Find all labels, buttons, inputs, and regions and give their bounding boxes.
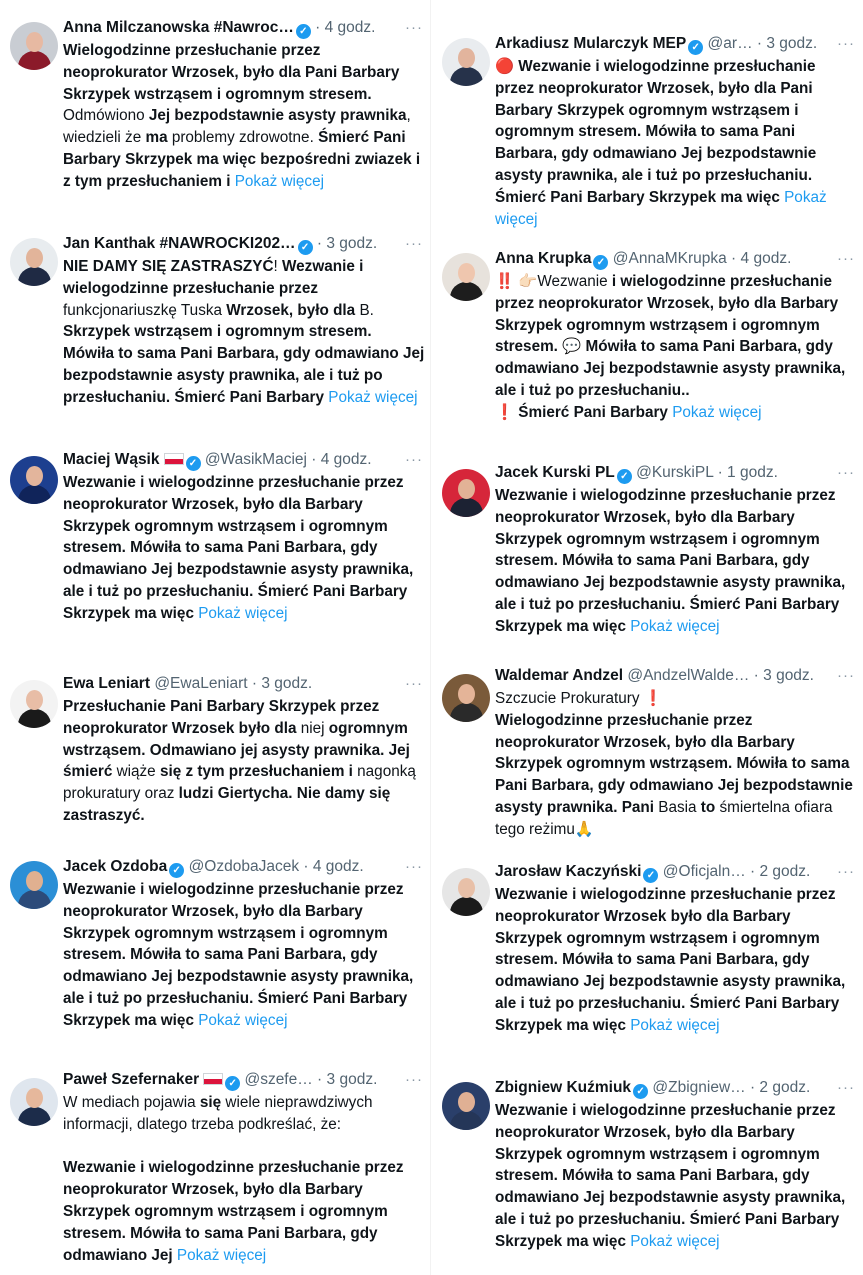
tweet-header (495, 461, 857, 485)
tweet-text (495, 884, 857, 1037)
tweet-text-segment: Śmierć Pani Barbary (518, 403, 668, 421)
tweet-text (63, 1092, 425, 1266)
tweet-text (63, 879, 425, 1032)
tweet-time-value[interactable]: 4 godz. (320, 451, 372, 468)
avatar[interactable] (442, 1082, 490, 1130)
tweet-text (495, 688, 857, 841)
tweet-time[interactable]: · 1 godz. (713, 464, 778, 481)
author-name[interactable]: Jacek Kurski PL (495, 464, 615, 481)
tweet-text (495, 485, 857, 638)
avatar-body (450, 1111, 483, 1130)
tweet-text-segment: ma (145, 129, 168, 147)
more-options-icon[interactable]: ··· (401, 16, 423, 40)
avatar[interactable] (442, 38, 490, 86)
tweet-text-segment: śmiertelna ofiara tego reżimu🙏 (495, 798, 837, 838)
tweet-content (495, 247, 857, 424)
tweet-text-segment: Śmierć Pani Barbary Skrzypek ma więc bezpośredni zwiazek i z tym przesłuchaniem i (63, 129, 425, 190)
tweet-text-segment: Wezwanie i wielogodzinne przesłuchanie przez neoprokurator Wrzosek, było dla Barbary Skrzypek ogromnym wstrząsem i ogromnym stresem. Mówiła to sama Pani Barbara, gdy odmawiano Jej bezpodstawnie asysty prawnika, ale i tuż po przesłuchaniu. Śmierć Pani Barbary Skrzypek ma więc (495, 487, 850, 635)
author-name[interactable]: Ewa Leniart (63, 675, 150, 692)
avatar-head (26, 1088, 43, 1108)
tweet-text-segment: Wezwanie i wielogodzinne przesłuchanie przez neoprokurator Wrzosek, było dla Barbary Skrzypek ogromnym wstrząsem i ogromnym stresem. Mówiła to sama Pani Barbara, gdy odmawiano Jej bezpodstawnie asysty prawnika, ale i tuż po przesłuchaniu. Śmierć Pani Barbary Skrzypek ma więc (63, 881, 418, 1029)
more-options-icon[interactable]: ··· (401, 1068, 423, 1092)
verified-badge-icon: ✓ (643, 868, 658, 883)
show-more-link[interactable]: Pokaż więcej (630, 1016, 720, 1034)
tweet-text-segment: się (199, 1094, 222, 1111)
show-more-link[interactable]: Pokaż więcej (176, 1246, 267, 1264)
show-more-link[interactable]: Pokaż więcej (672, 403, 762, 421)
tweet-text-segment: Skrzypek wstrząsem i ogromnym stresem. Mówiła to sama Pani Barbara, gdy odmawiano Jej bezpodstawnie asysty prawnika, ale i tuż po przesłuchaniu. Śmierć Pani Barbary (63, 323, 429, 406)
author-name[interactable]: Arkadiusz Mularczyk MEP (495, 35, 687, 52)
author-handle[interactable]: @Oficjaln… (662, 863, 746, 880)
verified-badge-icon: ✓ (688, 40, 703, 55)
author-handle[interactable]: @Zbigniew… (652, 1079, 746, 1096)
avatar[interactable] (10, 22, 58, 70)
tweet-time-value[interactable]: 3 godz. (261, 675, 313, 692)
verified-badge-icon: ✓ (225, 1076, 240, 1091)
avatar-body (18, 267, 51, 286)
avatar-head (458, 263, 475, 283)
tweet-text-segment: Wezwanie i wielogodzinne przesłuchanie przez neoprokurator Wrzosek, było dla Barbary Skrzypek ogromnym wstrząsem i ogromnym stresem. Mówiła to sama Pani Barbara, gdy odmawiano Jej (63, 1159, 408, 1264)
tweet-text-segment: W mediach pojawia (63, 1094, 200, 1111)
tweet-text-segment: ludzi Giertycha. Nie damy się zastraszyć. (63, 785, 395, 824)
tweet-content (63, 672, 425, 827)
avatar[interactable] (10, 1078, 58, 1126)
avatar-head (458, 878, 475, 898)
tweet-text-segment: ❗ (643, 690, 663, 707)
tweet-text-segment: Wrzosek, było dla (226, 301, 360, 319)
avatar-body (450, 498, 483, 517)
tweet-time-value[interactable]: 4 godz. (312, 858, 364, 875)
tweet-header (63, 1068, 425, 1092)
avatar-head (458, 684, 475, 704)
tweet-time[interactable]: · 2 godz. (745, 1079, 811, 1096)
tweet-header (495, 247, 857, 271)
tweet-text-segment: Wielogodzinne przesłuchanie przez neoprokurator Wrzosek, było dla Barbary Skrzypek ogromnym wstrząsem. Mówiła to sama Pani Barbara, gdy odmawiano Jej bezpodstawnie asysty prawnika. Pani (495, 711, 858, 816)
author-handle[interactable]: @szefe… (244, 1071, 313, 1088)
tweet-time[interactable]: · 3 godz. (247, 675, 313, 692)
tweet-text (63, 40, 425, 193)
tweet-text-segment: Wezwanie i wielogodzinne przesłuchanie przez (63, 258, 368, 297)
verified-badge-icon: ✓ (298, 240, 313, 255)
avatar-body (18, 1107, 51, 1126)
avatar-head (458, 48, 475, 68)
more-options-icon[interactable]: ··· (401, 672, 423, 696)
author-name[interactable]: Waldemar Andzel (495, 667, 624, 684)
avatar-head (26, 690, 43, 710)
tweet-content (495, 664, 857, 841)
show-more-link[interactable]: Pokaż więcej (198, 604, 288, 622)
tweet-time-value[interactable]: 3 godz. (326, 1071, 378, 1088)
tweet-text-segment: Szczucie Prokuratury (495, 690, 644, 707)
show-more-link[interactable]: Pokaż więcej (495, 188, 831, 228)
tweet-text-segment: problemy zdrowotne. (167, 129, 319, 147)
avatar[interactable] (10, 456, 58, 504)
tweet-text-segment: Przesłuchanie Pani Barbary Skrzypek przez neoprokurator Wrzosek było dla (63, 698, 384, 737)
tweet-text-segment: ❗ (495, 403, 519, 421)
tweet-time-value[interactable]: 3 godz. (766, 35, 818, 52)
tweet-header (63, 672, 425, 696)
column-divider (430, 0, 431, 1275)
author-name[interactable]: Jarosław Kaczyński (495, 863, 642, 880)
tweet-text (495, 271, 857, 424)
more-options-icon[interactable]: ··· (401, 855, 423, 879)
tweet-text-segment: Wezwanie i wielogodzinne przesłuchanie przez neoprokurator Wrzosek, było dla Pani Barbary Skrzypek ogromnym wstrząsem i ogromnym stresem. Mówiła to sama Pani Barbara, gdy odmawiano Jej bezpodstawnie asysty prawnika, ale i tuż po przesłuchaniu. Śmierć Pani Barbary Skrzypek ma więc (495, 58, 821, 206)
show-more-link[interactable]: Pokaż więcej (630, 1232, 720, 1250)
tweet-time[interactable]: · 2 godz. (745, 863, 811, 880)
tweet-text-segment: Wielogodzinne przesłuchanie przez neoprokurator Wrzosek, było dla Pani Barbary Skrzypek wstrząsem i ogromnym stresem. (63, 42, 404, 103)
tweet-text-segment: Wezwanie i wielogodzinne przesłuchanie przez neoprokurator Wrzosek, było dla Barbary Skrzypek ogromnym wstrząsem i ogromnym stresem. Mówiła to sama Pani Barbara, gdy odmawiano Jej bezpodstawnie asysty prawnika, ale i tuż po przesłuchaniu. Śmierć Pani Barbary Skrzypek ma więc (63, 474, 418, 622)
avatar[interactable] (442, 868, 490, 916)
avatar-body (450, 67, 483, 86)
author-handle[interactable]: @KurskiPL (636, 464, 714, 481)
avatar[interactable] (10, 238, 58, 286)
tweet-time[interactable]: · 4 godz. (306, 451, 372, 468)
tweet-header (63, 232, 425, 256)
more-options-icon[interactable]: ··· (833, 860, 855, 884)
poland-flag-icon (203, 1073, 223, 1085)
tweet-time[interactable]: · 3 godz. (312, 235, 378, 252)
author-name[interactable]: Jan Kanthak #NAWROCKI202… (63, 235, 296, 252)
verified-badge-icon: ✓ (593, 255, 608, 270)
tweet-header (495, 860, 857, 884)
author-name[interactable]: Anna Milczanowska #Nawroc… (63, 19, 294, 36)
author-name[interactable]: Zbigniew Kuźmiuk (495, 1079, 632, 1096)
show-more-link[interactable]: Pokaż więcej (328, 388, 418, 406)
avatar-head (26, 466, 43, 486)
tweet-text-segment: Mówiła to sama Pani Barbara, gdy odmawiano Jej bezpodstawnie asysty prawnika, ale i tuż po przesłuchaniu.. (495, 338, 846, 399)
more-options-icon[interactable]: ··· (833, 247, 855, 271)
tweet-text-segment: i wielogodzinne przesłuchanie przez neoprokurator Wrzosek, było dla Barbary Skrzypek ogromnym wstrząsem i ogromnym stresem. (495, 273, 843, 356)
avatar[interactable] (10, 680, 58, 728)
tweet-text-segment: ‼️ 👉🏻 (495, 273, 538, 290)
tweet-content (63, 448, 425, 625)
more-options-icon[interactable]: ··· (401, 448, 423, 472)
tweet-content (63, 855, 425, 1032)
author-handle[interactable]: @OzdobaJacek (188, 858, 300, 875)
author-name[interactable]: Jacek Ozdoba (63, 858, 168, 875)
tweet-time[interactable]: · 3 godz. (752, 35, 818, 52)
tweet-time[interactable]: · 4 godz. (726, 250, 792, 267)
tweet-time[interactable]: · 3 godz. (749, 667, 814, 684)
tweet-time-value[interactable]: 4 godz. (740, 250, 792, 267)
avatar-body (450, 282, 483, 301)
author-name[interactable]: Maciej Wąsik (63, 451, 160, 468)
tweet-text-segment: ogromnym wstrząsem. Odmawiano jej asysty prawnika. Jej śmierć (63, 719, 415, 781)
tweet-text-segment: ! (273, 258, 282, 275)
tweet-time-value[interactable]: 2 godz. (759, 863, 811, 880)
avatar[interactable] (442, 253, 490, 301)
tweet-text (63, 696, 425, 827)
tweet-time-value[interactable]: 3 godz. (763, 667, 814, 684)
tweet-time-value[interactable]: 4 godz. (324, 19, 376, 36)
verified-badge-icon: ✓ (617, 469, 632, 484)
tweet-text-segment: Wezwanie i wielogodzinne przesłuchanie przez neoprokurator Wrzosek, było dla Barbary Skrzypek ogromnym wstrząsem i ogromnym stresem. Mówiła to sama Pani Barbara, gdy odmawiano Jej bezpodstawnie asysty prawnika, ale i tuż po przesłuchaniu. Śmierć Pani Barbary Skrzypek ma więc (495, 1102, 850, 1250)
show-more-link[interactable]: Pokaż więcej (198, 1011, 288, 1029)
tweet-time[interactable]: · 3 godz. (312, 1071, 378, 1088)
author-handle[interactable]: @ar… (707, 35, 753, 52)
tweet-text-segment: Odmówiono (63, 85, 376, 125)
verified-badge-icon: ✓ (186, 456, 201, 471)
avatar-head (26, 871, 43, 891)
author-handle[interactable]: @WasikMaciej (204, 451, 307, 468)
more-options-icon[interactable]: ··· (833, 32, 855, 56)
tweet-text-segment: 💬 (562, 338, 586, 356)
avatar-head (26, 32, 43, 52)
tweet-content (495, 32, 857, 230)
avatar-head (26, 248, 43, 268)
tweet-text-segment: się z tym przesłuchaniem i (159, 763, 353, 781)
tweet-text (495, 1100, 857, 1253)
avatar-body (18, 890, 51, 909)
tweet-text-segment: , wiedzieli że (63, 107, 415, 147)
tweet-text-segment: Basia (658, 798, 701, 816)
tweet-text-segment: NIE DAMY SIĘ ZASTRASZYĆ (63, 258, 274, 275)
tweet-header (495, 1076, 857, 1100)
tweet-content (63, 1068, 425, 1266)
avatar-body (450, 703, 483, 722)
tweet-header (63, 448, 425, 472)
avatar-body (18, 485, 51, 504)
tweet-time-value[interactable]: 3 godz. (326, 235, 378, 252)
more-options-icon[interactable]: ··· (401, 232, 423, 256)
tweet-text-segment: niej (296, 719, 329, 737)
tweet-header (63, 16, 425, 40)
tweet-header (495, 32, 857, 56)
avatar-body (450, 897, 483, 916)
tweet-text-segment: nagonką prokuratury oraz (63, 763, 421, 803)
more-options-icon[interactable]: ··· (833, 1076, 855, 1100)
author-handle[interactable]: @AnnaMKrupka (612, 250, 727, 267)
tweet-time-value[interactable]: 1 godz. (727, 464, 778, 481)
avatar-body (18, 709, 51, 728)
tweet-text-segment: wiele nieprawdziwych informacji, dlatego trzeba podkreślać, że: (63, 1094, 373, 1133)
verified-badge-icon: ✓ (169, 863, 184, 878)
tweet-content (63, 16, 425, 193)
poland-flag-icon (164, 453, 184, 465)
tweet-time[interactable]: · 4 godz. (310, 19, 376, 36)
tweet-text-segment: wiąże (116, 763, 160, 781)
verified-badge-icon: ✓ (633, 1084, 648, 1099)
author-name[interactable]: Paweł Szefernaker (63, 1071, 200, 1088)
verified-badge-icon: ✓ (296, 24, 311, 39)
tweet-text (495, 56, 857, 230)
tweet-text-segment: Wezwanie i wielogodzinne przesłuchanie przez neoprokurator Wrzosek było dla Barbary Skrzypek ogromnym wstrząsem i ogromnym stresem. Mówiła to sama Pani Barbara, gdy odmawiano Jej bezpodstawnie asysty prawnika, ale i tuż po przesłuchaniu. Śmierć Pani Barbary Skrzypek ma więc (495, 886, 850, 1034)
tweet-time[interactable]: · 4 godz. (299, 858, 364, 875)
show-more-link[interactable]: Pokaż więcej (234, 172, 324, 190)
tweet-text-segment: funkcjonariuszkę Tuska (63, 301, 227, 319)
tweet-text-segment: to (700, 798, 720, 816)
tweet-text-segment: Jej bezpodstawnie asysty prawnika (148, 107, 407, 125)
more-options-icon[interactable]: ··· (833, 664, 855, 688)
tweet-content (495, 860, 857, 1037)
tweet-header (63, 855, 425, 879)
avatar-body (18, 51, 51, 70)
tweet-content (495, 461, 857, 638)
avatar[interactable] (10, 861, 58, 909)
tweet-text-segment: Wezwanie (537, 273, 612, 290)
author-handle[interactable]: @EwaLeniart (154, 675, 248, 692)
author-handle[interactable]: @AndzelWalde… (627, 667, 750, 684)
tweet-text-segment: 🔴 (495, 58, 519, 75)
avatar[interactable] (442, 469, 490, 517)
tweet-time-value[interactable]: 2 godz. (759, 1079, 811, 1096)
show-more-link[interactable]: Pokaż więcej (630, 617, 720, 635)
avatar-head (458, 479, 475, 499)
tweet-content (495, 1076, 857, 1253)
tweet-text (63, 256, 429, 409)
tweet-text-segment: B. (359, 301, 379, 319)
tweet-header (495, 664, 857, 688)
tweet-content (63, 232, 429, 409)
author-name[interactable]: Anna Krupka (495, 250, 592, 267)
avatar-head (458, 1092, 475, 1112)
more-options-icon[interactable]: ··· (833, 461, 855, 485)
avatar[interactable] (442, 674, 490, 722)
tweet-text (63, 472, 425, 625)
